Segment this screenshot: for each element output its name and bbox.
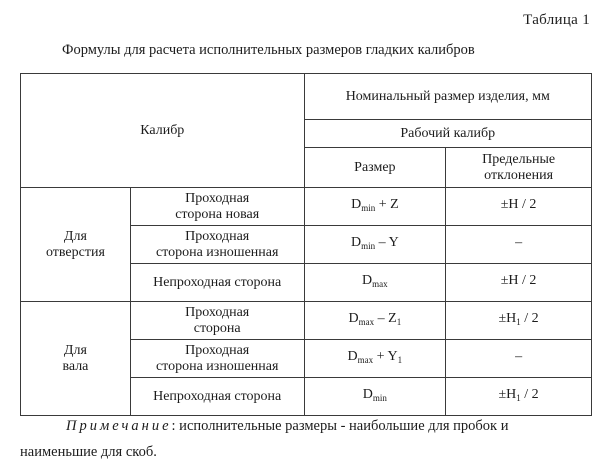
size-cell: $D_{min} + Z$ (304, 188, 446, 226)
side-cell (130, 264, 304, 302)
table-note (66, 418, 508, 435)
side-line2: сторона (193, 320, 241, 336)
deviation-cell: ±H / 2 (446, 188, 592, 226)
size-cell: $D_{max} + Y_1$ (304, 340, 446, 378)
side-cell (130, 302, 304, 340)
group-label-shaft (21, 302, 131, 416)
table-row (21, 302, 592, 340)
side-line1: Проходная (185, 228, 250, 244)
header-caliber: Калибр (21, 74, 305, 188)
side-cell (130, 188, 304, 226)
side-line2: сторона новая (175, 206, 260, 222)
side-line1: Проходная (185, 304, 250, 320)
note-label: Примечание (66, 418, 172, 434)
group-label-line1: Для (63, 228, 87, 244)
size-cell: $D_{max}$ (304, 264, 446, 302)
header-nominal: Номинальный размер изделия, мм (304, 74, 591, 120)
header-deviations-line1: Предельные (482, 151, 556, 167)
header-deviations-line2: отклонения (484, 167, 554, 183)
deviation-cell: $\pm H_1 / 2$ (446, 302, 592, 340)
side-line2: сторона изношенная (155, 244, 279, 260)
size-cell: $D_{max} - Z_1$ (304, 302, 446, 340)
side-line2: сторона изношенная (155, 358, 279, 374)
side-line1: Непроходная сторона (153, 274, 282, 290)
side-line1: Проходная (185, 190, 250, 206)
deviation-cell: – (446, 340, 592, 378)
header-size: Размер (304, 148, 446, 188)
size-cell: $D_{min}$ (304, 378, 446, 416)
side-line1: Проходная (185, 342, 250, 358)
deviation-cell: – (446, 226, 592, 264)
side-cell (130, 226, 304, 264)
table-note-continued: наименьшие для скоб. (20, 444, 157, 460)
header-deviations (446, 148, 592, 188)
side-line1: Непроходная сторона (153, 388, 282, 404)
calibers-table (20, 73, 592, 416)
group-label-line2: вала (62, 358, 89, 374)
header-row-1 (21, 74, 592, 120)
side-cell (130, 340, 304, 378)
table-row (21, 188, 592, 226)
table-number: Таблица 1 (523, 12, 590, 28)
group-label-line2: отверстия (45, 244, 105, 260)
group-label-line1: Для (63, 342, 87, 358)
header-working: Рабочий калибр (304, 120, 591, 148)
group-label-hole (21, 188, 131, 302)
table-caption: Формулы для расчета исполнительных размеров гладких калибров (62, 42, 475, 58)
deviation-cell: ±H / 2 (446, 264, 592, 302)
deviation-cell: $\pm H_1 / 2$ (446, 378, 592, 416)
note-text: : исполнительные размеры - наибольшие для пробок и (171, 418, 509, 434)
size-cell: $D_{min}$ – Y (304, 226, 446, 264)
side-cell (130, 378, 304, 416)
